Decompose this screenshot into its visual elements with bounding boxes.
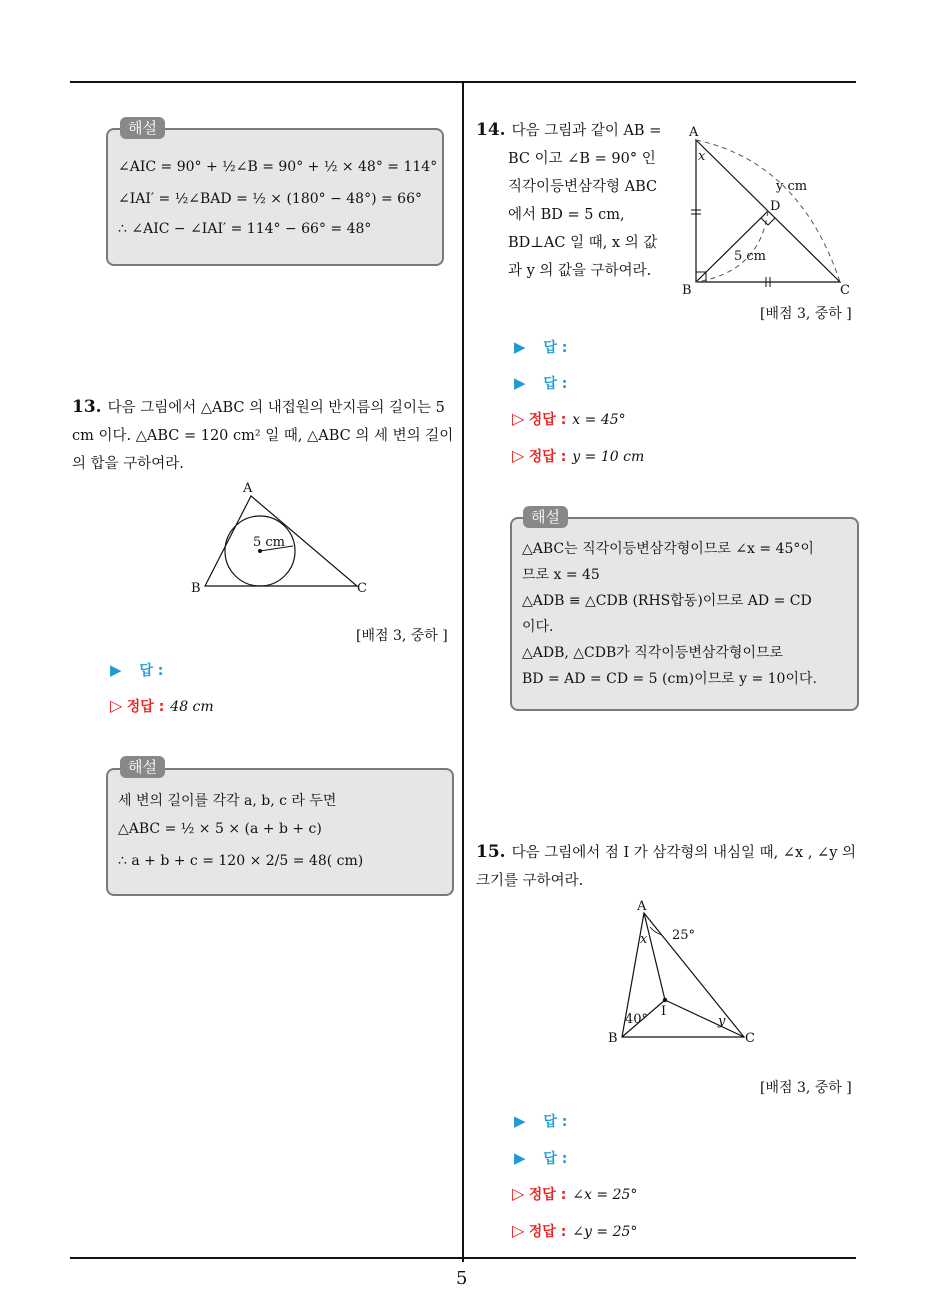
question-text-line: 다음 그림과 같이 AB =	[511, 123, 662, 139]
correct-label: 정답 :	[528, 1187, 567, 1203]
explanation-line: △ADB ≡ △CDB (RHS합동)이므로 AD = CD	[522, 593, 812, 609]
vertex-a-label: A	[243, 481, 253, 496]
angle-y-label: y	[718, 1014, 726, 1029]
correct-answer-row	[512, 1184, 637, 1204]
correct-answer-row	[512, 446, 644, 466]
answer-row	[514, 1111, 567, 1131]
answer-row	[514, 337, 567, 357]
right-triangle-figure	[680, 122, 856, 300]
bottom-rule	[70, 1257, 856, 1259]
explanation-line: △ABC = ½ × 5 × (a + b + c)	[118, 821, 322, 837]
correct-answer-row	[512, 409, 626, 429]
vertex-b-label: B	[608, 1031, 618, 1046]
answer-label: 답 :	[543, 1114, 568, 1130]
angle-x-label: x	[640, 932, 648, 947]
question-14	[476, 116, 676, 285]
play-icon: ▶	[514, 338, 526, 356]
correct-label: 정답 :	[528, 412, 567, 428]
answer-row	[514, 1148, 567, 1168]
incenter-label: I	[661, 1004, 667, 1019]
explanation-line: ∴ a + b + c = 120 × 2/5 = 48( cm)	[118, 853, 364, 869]
question-text: 다음 그림에서 점 I 가 삼각형의 내심일 때, ∠x , ∠y 의 크기를 구하여라.	[476, 845, 857, 889]
correct-answer-value: y = 10 cm	[572, 449, 645, 465]
vertex-d-label: D	[770, 199, 781, 214]
column-divider	[462, 82, 464, 1262]
page-number: 5	[456, 1268, 468, 1289]
angle-40-label: 40°	[625, 1012, 649, 1027]
question-text-line: 에서 BD = 5 cm,	[508, 207, 625, 223]
question-text-line: BD⊥AC 일 때, x 의 값	[508, 235, 658, 251]
play-icon: ▶	[514, 1112, 526, 1130]
correct-label: 정답 :	[126, 699, 165, 715]
explanation-tag: 해설	[120, 117, 165, 139]
vertex-a-label: A	[637, 899, 647, 914]
explanation-line: △ABC는 직각이등변삼각형이므로 ∠x = 45°이	[522, 541, 814, 557]
vertex-c-label: C	[745, 1031, 755, 1046]
explanation-line: △ADB, △CDB가 직각이등변삼각형이므로	[522, 645, 784, 661]
length-bd-label: 5 cm	[734, 249, 767, 264]
length-y-label: y cm	[776, 179, 808, 194]
score-label: [배점 3, 중하 ]	[760, 306, 852, 322]
explanation-tag: 해설	[120, 756, 165, 778]
correct-answer-row	[110, 696, 214, 716]
score-label: [배점 3, 중하 ]	[356, 628, 448, 644]
radius-label: 5 cm	[253, 535, 286, 550]
incircle-figure	[185, 478, 385, 600]
question-text-line: 과 y 의 값을 구하여라.	[508, 263, 652, 279]
correct-answer-value: 48 cm	[170, 699, 214, 715]
incenter-figure	[600, 897, 770, 1047]
answer-label: 답 :	[543, 340, 568, 356]
question-number: 14.	[476, 120, 506, 140]
explanation-line: ∠AIC = 90° + ½∠B = 90° + ½ × 48° = 114°	[118, 159, 438, 175]
vertex-b-label: B	[682, 283, 692, 298]
question-text-line: BC 이고 ∠B = 90° 인	[508, 151, 656, 167]
vertex-c-label: C	[840, 283, 850, 298]
vertex-a-label: A	[689, 125, 699, 140]
correct-answer-value: ∠y = 25°	[572, 1224, 638, 1240]
question-number: 15.	[476, 842, 506, 862]
explanation-tag: 해설	[523, 506, 568, 528]
answer-label: 답 :	[543, 376, 568, 392]
angle-25-label: 25°	[672, 928, 696, 943]
correct-answer-value: ∠x = 25°	[572, 1187, 638, 1203]
explanation-line: 므로 x = 45	[522, 567, 600, 583]
triangle-outline-icon: ▷	[512, 1221, 525, 1240]
play-icon: ▶	[110, 661, 122, 679]
explanation-line: 이다.	[522, 619, 554, 635]
answer-label: 답 :	[139, 663, 164, 679]
answer-label: 답 :	[543, 1151, 568, 1167]
question-text: 다음 그림에서 △ABC 의 내접원의 반지름의 길이는 5 cm 이다. △ABC = 120 cm² 일 때, △ABC 의 세 변의 길이의 합을 구하여라.	[72, 400, 454, 472]
vertex-b-label: B	[191, 581, 201, 596]
explanation-line: ∠IAI′ = ½∠BAD = ½ × (180° − 48°) = 66°	[118, 191, 423, 207]
correct-label: 정답 :	[528, 449, 567, 465]
explanation-line: ∴ ∠AIC − ∠IAI′ = 114° − 66° = 48°	[118, 221, 372, 237]
score-label: [배점 3, 중하 ]	[760, 1080, 852, 1096]
correct-answer-value: x = 45°	[572, 412, 626, 428]
correct-answer-row	[512, 1221, 637, 1241]
question-number: 13.	[72, 397, 102, 417]
vertex-c-label: C	[357, 581, 367, 596]
play-icon: ▶	[514, 374, 526, 392]
play-icon: ▶	[514, 1149, 526, 1167]
correct-label: 정답 :	[528, 1224, 567, 1240]
angle-x-label: x	[698, 149, 706, 164]
triangle-outline-icon: ▷	[512, 446, 525, 465]
answer-row	[110, 660, 163, 680]
triangle-outline-icon: ▷	[110, 696, 123, 715]
explanation-line: BD = AD = CD = 5 (cm)이므로 y = 10이다.	[522, 671, 817, 687]
explanation-line: 세 변의 길이를 각각 a, b, c 라 두면	[118, 793, 337, 809]
question-15	[476, 838, 860, 895]
triangle-outline-icon: ▷	[512, 409, 525, 428]
triangle-outline-icon: ▷	[512, 1184, 525, 1203]
question-13	[72, 393, 458, 478]
question-text-line: 직각이등변삼각형 ABC	[508, 179, 658, 195]
answer-row	[514, 373, 567, 393]
